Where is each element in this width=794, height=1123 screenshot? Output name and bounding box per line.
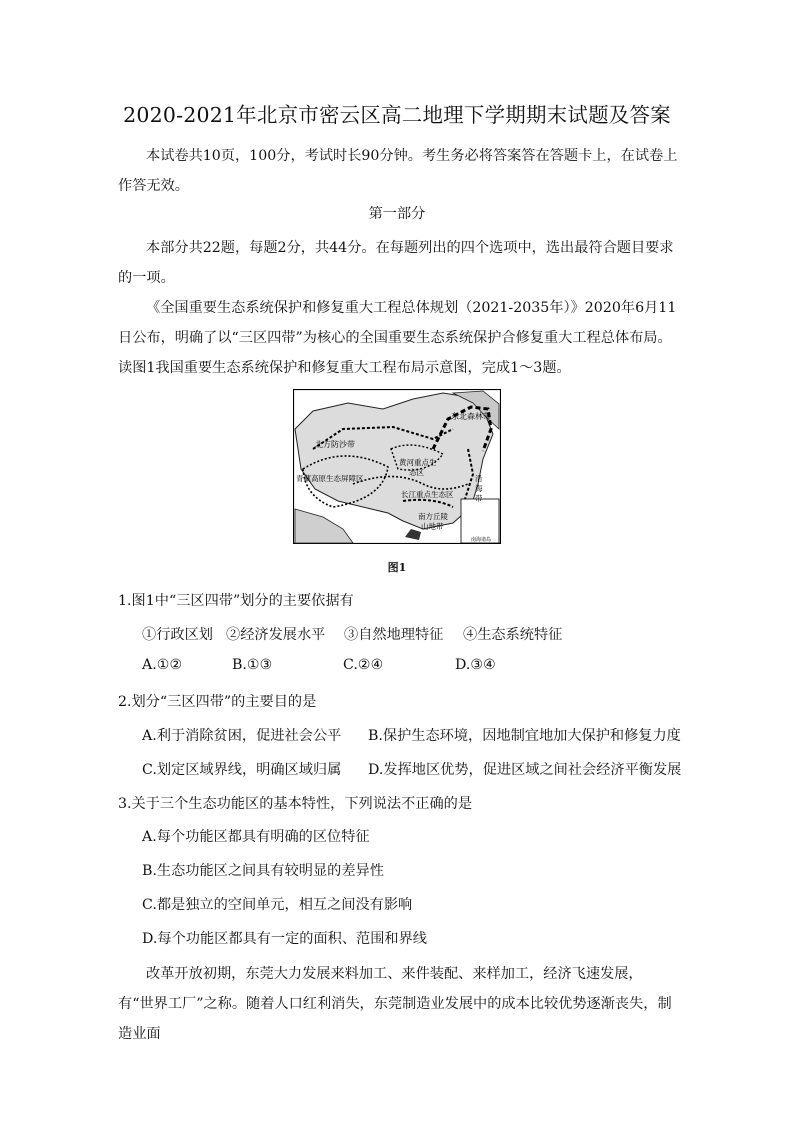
label-south-2: 山地带 [421, 522, 444, 531]
part-heading: 第一部分 [368, 206, 426, 222]
q1-item-4: ④生态系统特征 [463, 627, 563, 643]
q3-option-c: C.都是独立的空间单元，相互之间没有影响 [142, 897, 413, 913]
label-yangtze: 长江重点生态区 [401, 490, 454, 499]
q2-option-c: C.划定区域界线，明确区域归属 [142, 762, 342, 778]
q3-option-d: D.每个功能区都具有一定的面积、范围和界线 [142, 931, 427, 947]
q2-option-d: D.发挥地区优势，促进区域之间社会经济平衡发展 [368, 762, 682, 778]
exam-intro: 本试卷共10页，100分，考试时长90分钟。考生务必将答案答在答题卡上，在试卷上作答无效。 [118, 148, 678, 194]
label-coast-3: 带 [475, 494, 483, 503]
q1-option-b: B.①③ [232, 657, 273, 673]
china-ecology-map [293, 389, 501, 544]
exam-title: 2020-2021年北京市密云区高二地理下学期期末试题及答案 [123, 103, 671, 127]
q1-item-2: ②经济发展水平 [226, 627, 326, 643]
passage-1: 《全国重要生态系统保护和修复重大工程总体规划（2021-2035年）》2020年6月11日公布，明确了以“三区四带”为核心的全国重要生态系统保护合修复重大工程总体布局。读图1我国重要生态系统保护和修复重大工程布局示意图，完成1～3题。 [118, 300, 677, 376]
label-yellow-river-1: 黄河重点生 [399, 458, 437, 467]
question-2-stem: 2.划分“三区四带”的主要目的是 [118, 694, 317, 710]
label-coast-1: 沿 [475, 474, 483, 483]
q3-option-a: A.每个功能区都具有明确的区位特征 [142, 829, 370, 845]
label-coast-2: 海 [475, 484, 483, 493]
q1-item-1: ①行政区划 [142, 627, 213, 643]
part-instructions: 本部分共22题，每题2分，共44分。在每题列出的四个选项中，选出最符合题目要求的一项。 [118, 240, 674, 286]
question-1-stem: 1.图1中“三区四带”划分的主要依据有 [118, 593, 354, 609]
label-north-sand-belt: 北方防沙带 [315, 440, 355, 449]
label-yellow-river-2: 态区 [409, 468, 424, 477]
q2-option-b: B.保护生态环境，因地制宜地加大保护和修复力度 [368, 728, 681, 744]
q1-item-3: ③自然地理特征 [344, 627, 444, 643]
label-northeast-forest-belt: 东北森林带 [451, 412, 491, 421]
question-3-stem: 3.关于三个生态功能区的基本特性，下列说法不正确的是 [118, 796, 473, 812]
passage-2: 改革开放初期，东莞大力发展来料加工、来件装配、来样加工，经济飞速发展，有“世界工厂”之称。随着人口红利消失，东莞制造业发展中的成本比较优势逐渐丧失，制造业面 [118, 966, 672, 1042]
label-south-1: 南方丘陵 [418, 512, 448, 521]
q1-option-d: D.③④ [455, 657, 496, 673]
q3-option-b: B.生态功能区之间具有较明显的差异性 [142, 863, 384, 879]
q1-option-a: A.①② [142, 657, 183, 673]
q2-option-a: A.利于消除贫困，促进社会公平 [142, 728, 342, 744]
q1-option-c: C.②④ [343, 657, 384, 673]
label-inset: 南海诸岛 [471, 537, 492, 543]
label-qinghai-tibet: 青藏高原生态屏障区 [296, 474, 364, 483]
figure-caption: 图1 [387, 561, 407, 574]
